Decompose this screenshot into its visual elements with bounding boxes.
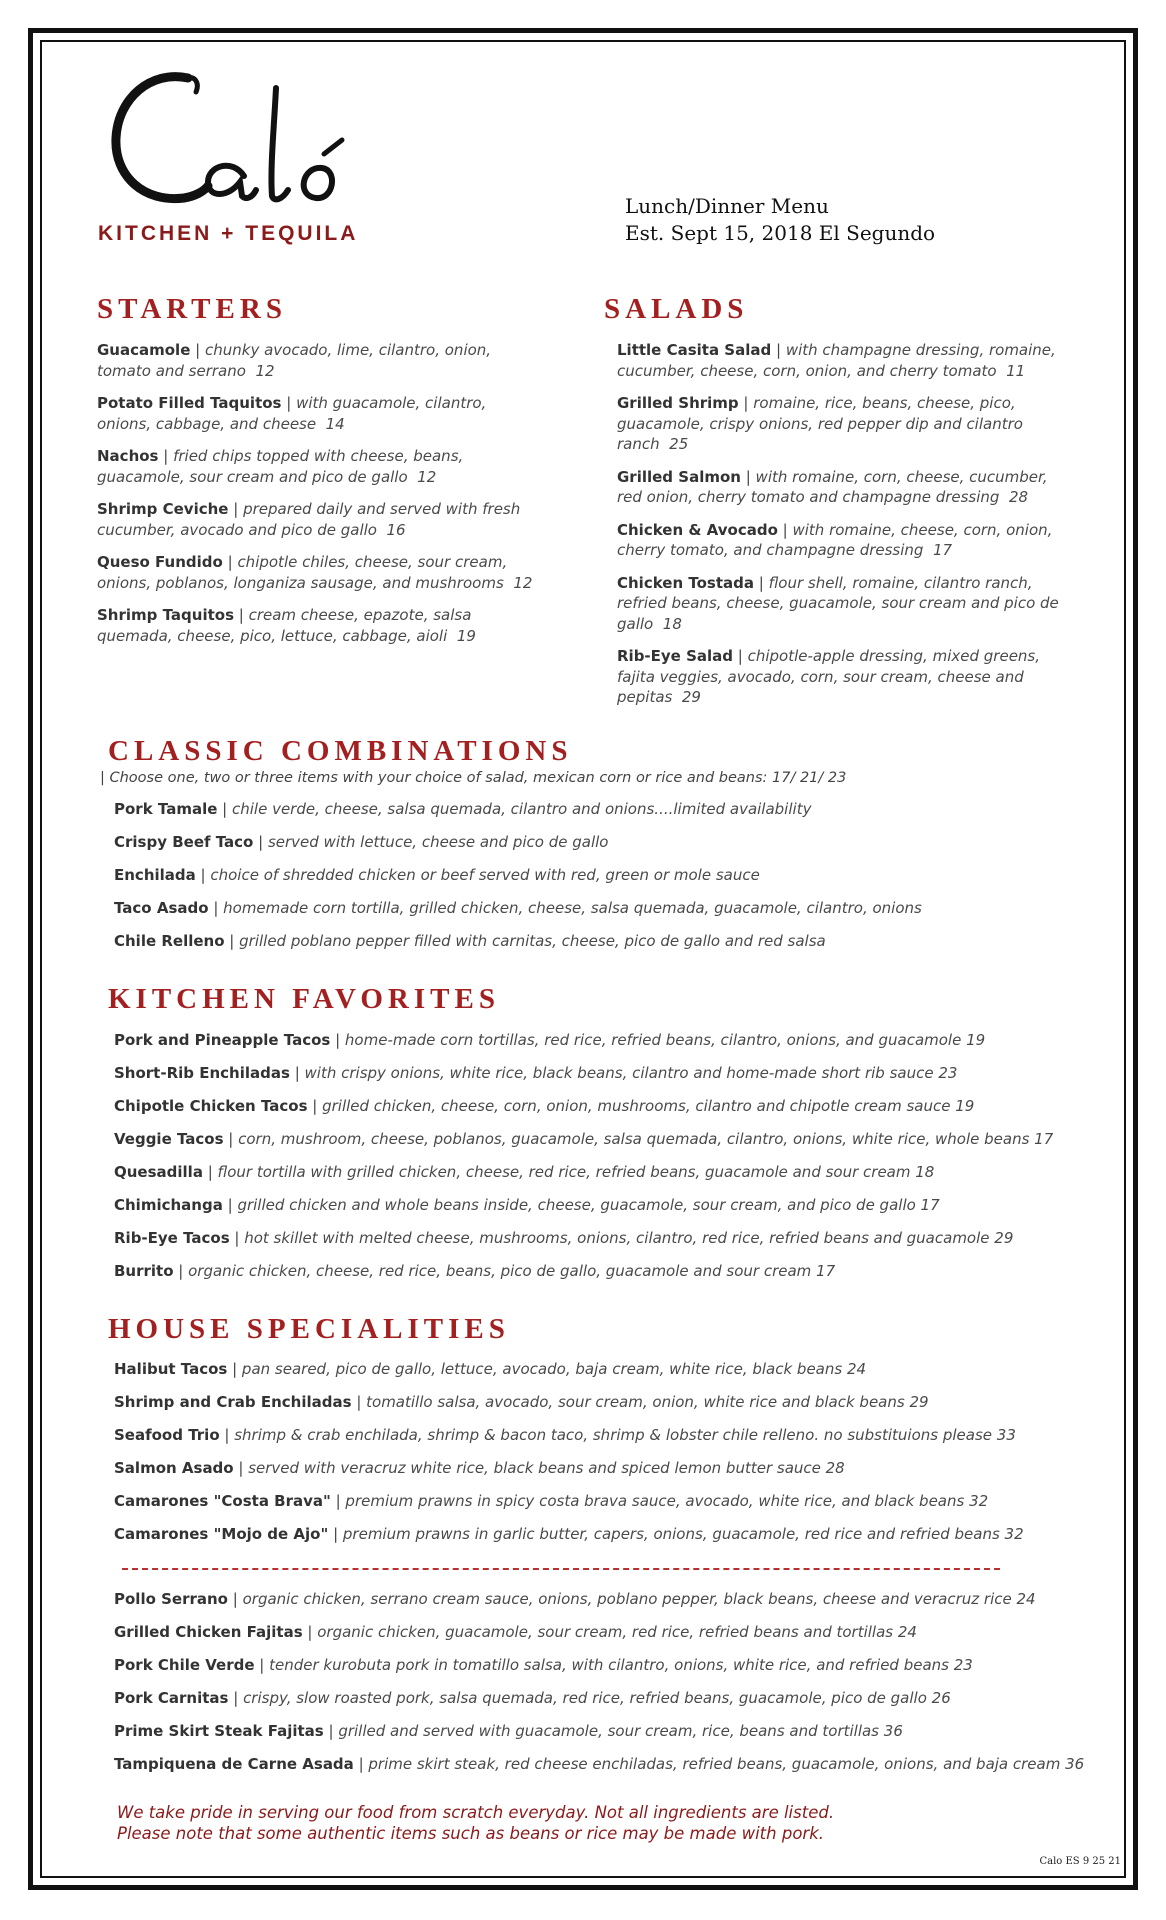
- favorites-list: [114, 1030, 1053, 1294]
- list-item: Queso Fundido | chipotle chiles, cheese, sour cream, onions, poblanos, longaniza sausage, and mushrooms 12: [97, 553, 533, 592]
- starters-title: STARTERS: [97, 293, 287, 325]
- specialities-title: HOUSE SPECIALITIES: [108, 1313, 510, 1345]
- list-item: Halibut Tacos | pan seared, pico de gallo, lettuce, avocado, baja cream, white rice, black beans 24: [114, 1360, 867, 1378]
- list-item: Chile Relleno | grilled poblano pepper filled with carnitas, cheese, pico de gallo and red salsa: [114, 932, 826, 950]
- list-item: Camarones "Costa Brava" | premium prawns in spicy costa brava sauce, avocado, white rice, and black beans 32: [114, 1492, 989, 1510]
- list-item: Quesadilla | flour tortilla with grilled chicken, cheese, red rice, refried beans, guacamole and sour cream 18: [114, 1163, 935, 1181]
- list-item: Short-Rib Enchiladas | with crispy onions, white rice, black beans, cilantro and home-made short rib sauce 23: [114, 1064, 958, 1082]
- list-item: Tampiquena de Carne Asada | prime skirt steak, red cheese enchiladas, refried beans, guacamole, onions, and baja cream 36: [114, 1755, 1085, 1773]
- menu-type: Lunch/Dinner Menu: [625, 194, 829, 218]
- starters-list: [97, 340, 542, 658]
- section-divider: [122, 1568, 1000, 1570]
- list-item: Nachos | fried chips topped with cheese, beans, guacamole, sour cream and pico de gallo 12: [97, 447, 464, 486]
- list-item: Chipotle Chicken Tacos | grilled chicken, cheese, corn, onion, mushrooms, cilantro and chipotle cream sauce 19: [114, 1097, 975, 1115]
- list-item: Pork Chile Verde | tender kurobuta pork in tomatillo salsa, with cilantro, onions, white rice, and refried beans 23: [114, 1656, 973, 1674]
- calo-logo: [96, 58, 396, 248]
- list-item: Grilled Salmon | with romaine, corn, cheese, cucumber, red onion, cherry tomato and champagne dressing 28: [617, 467, 1048, 506]
- list-item: Burrito | organic chicken, cheese, red rice, beans, pico de gallo, guacamole and sour cream 17: [114, 1262, 836, 1280]
- combinations-note: | Choose one, two or three items with your choice of salad, mexican corn or rice and beans: 17/ 21/ 23: [100, 770, 847, 786]
- footer-line-2: Please note that some authentic items such as beans or rice may be made with pork.: [117, 1824, 825, 1843]
- combinations-list: [114, 799, 922, 964]
- combinations-title: CLASSIC COMBINATIONS: [108, 735, 573, 767]
- list-item: Taco Asado | homemade corn tortilla, grilled chicken, cheese, salsa quemada, guacamole, cilantro, onions: [114, 899, 922, 917]
- list-item: Crispy Beef Taco | served with lettuce, cheese and pico de gallo: [114, 833, 609, 851]
- list-item: Grilled Chicken Fajitas | organic chicken, guacamole, sour cream, red rice, refried beans and tortillas 24: [114, 1623, 917, 1641]
- list-item: Rib-Eye Tacos | hot skillet with melted cheese, mushrooms, onions, cilantro, red rice, refried beans and guacamole 29: [114, 1229, 1014, 1247]
- list-item: Chicken Tostada | flour shell, romaine, cilantro ranch, refried beans, cheese, guacamole, sour cream and pico de gallo 18: [617, 573, 1059, 633]
- list-item: Guacamole | chunky avocado, lime, cilantro, onion, tomato and serrano 12: [97, 341, 492, 380]
- favorites-title: KITCHEN FAVORITES: [108, 983, 500, 1015]
- established-line: Est. Sept 15, 2018 El Segundo: [625, 221, 936, 245]
- list-item: Pork Tamale | chile verde, cheese, salsa quemada, cilantro and onions....limited availability: [114, 800, 812, 818]
- brand-tagline: KITCHEN + TEQUILA: [98, 222, 359, 245]
- list-item: Pollo Serrano | organic chicken, serrano cream sauce, onions, poblano pepper, black beans, cheese and veracruz rice 24: [114, 1590, 1036, 1608]
- list-item: Shrimp Ceviche | prepared daily and served with fresh cucumber, avocado and pico de gallo 16: [97, 500, 521, 539]
- list-item: Grilled Shrimp | romaine, rice, beans, cheese, pico, guacamole, crispy onions, red pepper dip and cilantro ranch 25: [617, 394, 1023, 453]
- list-item: Prime Skirt Steak Fajitas | grilled and served with guacamole, sour cream, rice, beans and tortillas 36: [114, 1722, 903, 1740]
- specialities-list: [114, 1359, 1024, 1557]
- list-item: Salmon Asado | served with veracruz white rice, black beans and spiced lemon butter sauce 28: [114, 1459, 845, 1477]
- list-item: Chicken & Avocado | with romaine, cheese, corn, onion, cherry tomato, and champagne dressing 17: [617, 520, 1053, 559]
- specialities-list-2: [114, 1589, 1084, 1787]
- list-item: Enchilada | choice of shredded chicken or beef served with red, green or mole sauce: [114, 866, 760, 884]
- list-item: Veggie Tacos | corn, mushroom, cheese, poblanos, guacamole, salsa quemada, cilantro, onions, white rice, whole beans 17: [114, 1130, 1054, 1148]
- footer-line-1: We take pride in serving our food from scratch everyday. Not all ingredients are listed.: [117, 1803, 835, 1822]
- list-item: Shrimp Taquitos | cream cheese, epazote, salsa quemada, cheese, pico, lettuce, cabbage, aioli 19: [97, 606, 476, 645]
- list-item: Chimichanga | grilled chicken and whole beans inside, cheese, guacamole, sour cream, and pico de gallo 17: [114, 1196, 940, 1214]
- menu-code: Calo ES 9 25 21: [1039, 1856, 1121, 1867]
- list-item: Potato Filled Taquitos | with guacamole, cilantro, onions, cabbage, and cheese 14: [97, 394, 487, 433]
- salads-title: SALADS: [604, 293, 749, 325]
- list-item: Shrimp and Crab Enchiladas | tomatillo salsa, avocado, sour cream, onion, white rice and black beans 29: [114, 1393, 929, 1411]
- list-item: Camarones "Mojo de Ajo" | premium prawns in garlic butter, capers, onions, guacamole, red rice and refried beans 32: [114, 1525, 1024, 1543]
- list-item: Pork and Pineapple Tacos | home-made corn tortillas, red rice, refried beans, cilantro, onions, and guacamole 19: [114, 1031, 986, 1049]
- list-item: Seafood Trio | shrimp & crab enchilada, shrimp & bacon taco, shrimp & lobster chile relleno. no substituions please 33: [114, 1426, 1016, 1444]
- footer-note: [117, 1802, 834, 1844]
- list-item: Rib-Eye Salad | chipotle-apple dressing, mixed greens, fajita veggies, avocado, corn, sour cream, cheese and pepitas 29: [617, 647, 1041, 706]
- list-item: Pork Carnitas | crispy, slow roasted pork, salsa quemada, red rice, refried beans, guacamole, pico de gallo 26: [114, 1689, 951, 1707]
- menu-meta: [625, 193, 935, 247]
- salads-list: [617, 340, 1062, 720]
- list-item: Little Casita Salad | with champagne dressing, romaine, cucumber, cheese, corn, onion, and cherry tomato 11: [617, 341, 1056, 380]
